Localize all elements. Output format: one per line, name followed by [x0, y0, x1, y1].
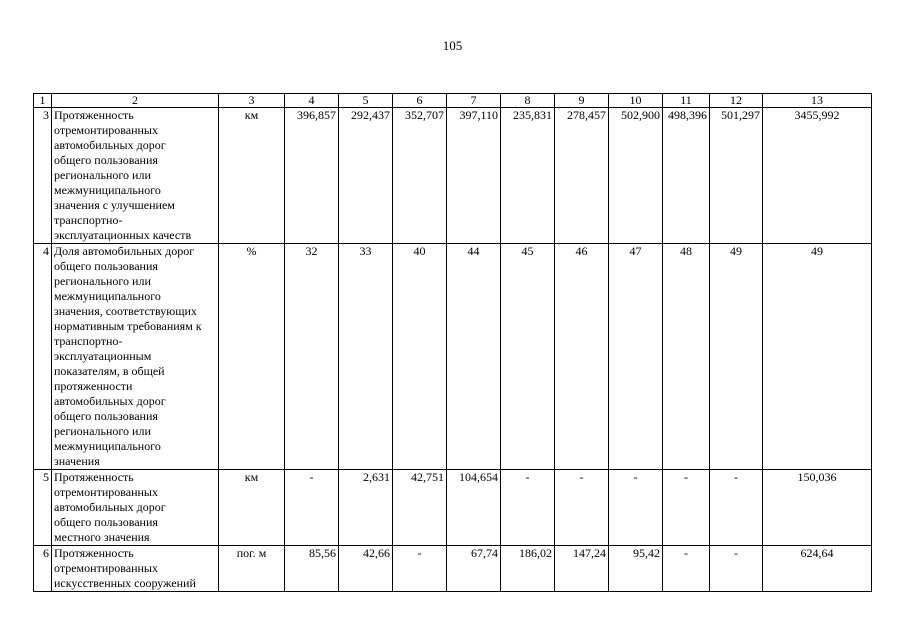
- header-row: [34, 94, 872, 108]
- row-index: 6: [34, 546, 52, 592]
- name-line: Протяженность: [54, 108, 134, 122]
- value-cell: 292,437: [339, 108, 393, 244]
- value-cell: -: [609, 470, 663, 546]
- value-cell: 278,457: [555, 108, 609, 244]
- row-unit: пог. м: [219, 546, 285, 592]
- header-cell: 13: [763, 94, 872, 108]
- name-line: автомобильных дорог: [54, 138, 166, 152]
- name-line: местного значения: [54, 530, 150, 544]
- name-line: нормативным требованиям к: [54, 319, 202, 333]
- value-cell: 2,631: [339, 470, 393, 546]
- row-index: 5: [34, 470, 52, 546]
- value-cell: 46: [555, 244, 609, 470]
- name-line: Доля автомобильных дорог: [54, 244, 195, 258]
- row-unit: км: [219, 470, 285, 546]
- value-cell: 44: [447, 244, 501, 470]
- row-unit: %: [219, 244, 285, 470]
- value-cell: -: [663, 546, 710, 592]
- header-cell: 12: [710, 94, 763, 108]
- value-cell: 397,110: [447, 108, 501, 244]
- header-cell: 4: [285, 94, 339, 108]
- name-line: регионального или: [54, 274, 151, 288]
- name-line: значения: [54, 454, 100, 468]
- table-row: [34, 546, 872, 592]
- name-line: эксплуатационных качеств: [54, 228, 192, 242]
- table-row: [34, 108, 872, 244]
- value-cell: 47: [609, 244, 663, 470]
- value-cell: 42,66: [339, 546, 393, 592]
- name-line: отремонтированных: [54, 123, 158, 137]
- name-line: автомобильных дорог: [54, 394, 166, 408]
- value-cell: 48: [663, 244, 710, 470]
- value-cell: 95,42: [609, 546, 663, 592]
- value-cell: 104,654: [447, 470, 501, 546]
- row-index: 4: [34, 244, 52, 470]
- total-cell: 3455,992: [763, 108, 872, 244]
- name-line: межмуниципального: [54, 289, 161, 303]
- value-cell: 85,56: [285, 546, 339, 592]
- row-unit: км: [219, 108, 285, 244]
- value-cell: 49: [710, 244, 763, 470]
- row-name: [52, 470, 219, 546]
- name-line: искусственных сооружений: [54, 576, 196, 590]
- value-cell: -: [555, 470, 609, 546]
- value-cell: 502,900: [609, 108, 663, 244]
- value-cell: -: [663, 470, 710, 546]
- name-line: транспортно-: [54, 334, 123, 348]
- name-line: эксплуатационным: [54, 349, 152, 363]
- header-cell: 3: [219, 94, 285, 108]
- header-cell: 10: [609, 94, 663, 108]
- row-name: [52, 108, 219, 244]
- value-cell: 45: [501, 244, 555, 470]
- value-cell: -: [710, 546, 763, 592]
- value-cell: 42,751: [393, 470, 447, 546]
- name-line: общего пользования: [54, 259, 158, 273]
- total-cell: 624,64: [763, 546, 872, 592]
- name-line: значения, соответствующих: [54, 304, 197, 318]
- value-cell: -: [501, 470, 555, 546]
- value-cell: 186,02: [501, 546, 555, 592]
- header-cell: 8: [501, 94, 555, 108]
- total-cell: 150,036: [763, 470, 872, 546]
- name-line: показателям, в общей: [54, 364, 165, 378]
- name-line: регионального или: [54, 168, 151, 182]
- header-cell: 5: [339, 94, 393, 108]
- name-line: межмуниципального: [54, 183, 161, 197]
- name-line: значения с улучшением: [54, 198, 175, 212]
- header-cell: 1: [34, 94, 52, 108]
- table-row: [34, 470, 872, 546]
- row-name: [52, 244, 219, 470]
- row-name: [52, 546, 219, 592]
- value-cell: 498,396: [663, 108, 710, 244]
- name-line: регионального или: [54, 424, 151, 438]
- total-cell: 49: [763, 244, 872, 470]
- page-number: 105: [442, 38, 463, 53]
- header-cell: 6: [393, 94, 447, 108]
- data-table: [33, 93, 872, 592]
- header-cell: 11: [663, 94, 710, 108]
- name-line: отремонтированных: [54, 485, 158, 499]
- name-line: Протяженность: [54, 470, 134, 484]
- name-line: общего пользования: [54, 153, 158, 167]
- header-cell: 7: [447, 94, 501, 108]
- name-line: автомобильных дорог: [54, 500, 166, 514]
- row-index: 3: [34, 108, 52, 244]
- header-cell: 2: [52, 94, 219, 108]
- value-cell: 32: [285, 244, 339, 470]
- value-cell: 501,297: [710, 108, 763, 244]
- value-cell: 352,707: [393, 108, 447, 244]
- table-row: [34, 244, 872, 470]
- value-cell: -: [710, 470, 763, 546]
- name-line: межмуниципального: [54, 439, 161, 453]
- value-cell: 33: [339, 244, 393, 470]
- value-cell: 235,831: [501, 108, 555, 244]
- value-cell: 147,24: [555, 546, 609, 592]
- name-line: Протяженность: [54, 546, 134, 560]
- value-cell: 40: [393, 244, 447, 470]
- value-cell: -: [393, 546, 447, 592]
- name-line: отремонтированных: [54, 561, 158, 575]
- value-cell: 67,74: [447, 546, 501, 592]
- name-line: общего пользования: [54, 515, 158, 529]
- value-cell: -: [285, 470, 339, 546]
- name-line: протяженности: [54, 379, 133, 393]
- name-line: общего пользования: [54, 409, 158, 423]
- header-cell: 9: [555, 94, 609, 108]
- name-line: транспортно-: [54, 213, 123, 227]
- value-cell: 396,857: [285, 108, 339, 244]
